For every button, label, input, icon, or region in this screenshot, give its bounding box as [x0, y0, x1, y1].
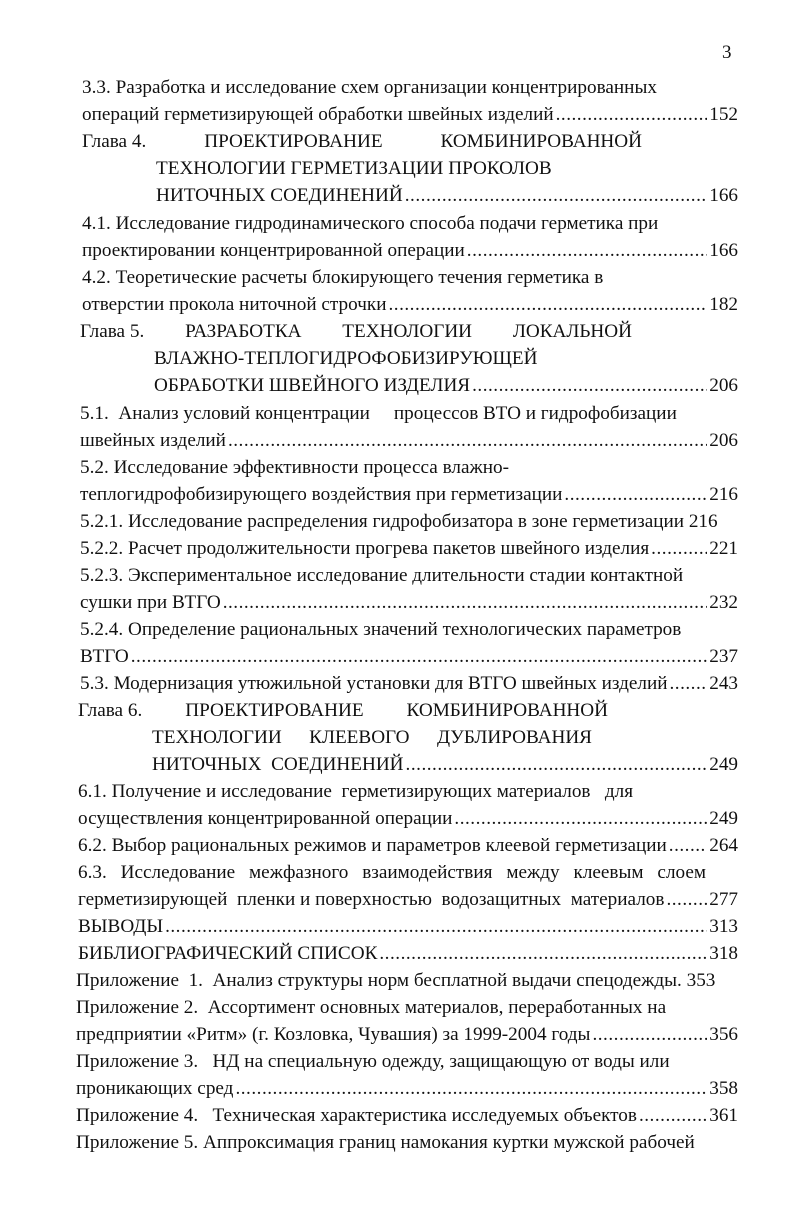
toc-page-number: 249	[709, 754, 738, 775]
dot-leader	[454, 805, 707, 832]
chapter-title-word: ПРОЕКТИРОВАНИЕ	[185, 700, 364, 721]
chapter-4-heading-line2: ТЕХНОЛОГИИ ГЕРМЕТИЗАЦИИ ПРОКОЛОВ	[156, 158, 552, 179]
toc-entry-4-1-line2	[82, 237, 738, 264]
toc-entry-5-2-3-line1: 5.2.3. Экспериментальное исследование длительности стадии контактной	[80, 565, 684, 586]
toc-entry-word: межфазного	[249, 862, 349, 883]
chapter-label: Глава 4.	[82, 131, 147, 152]
dot-leader	[592, 1021, 707, 1048]
chapter-title-word: ТЕХНОЛОГИИ	[342, 321, 473, 342]
dot-leader	[639, 1102, 707, 1129]
toc-entry-text: швейных изделий	[80, 430, 226, 451]
toc-entry-6-3-line1	[78, 859, 706, 886]
toc-page-number: 237	[709, 646, 738, 667]
chapter-6-heading-line1	[78, 697, 608, 724]
toc-page-number: 166	[709, 185, 738, 206]
toc-page-number: 361	[709, 1105, 738, 1126]
toc-page-number: 358	[709, 1078, 738, 1099]
toc-page-number: 249	[709, 808, 738, 829]
toc-entry-5-2-4-line2	[80, 643, 738, 670]
toc-page-number: 216	[709, 484, 738, 505]
toc-entry-text: ВТГО	[80, 646, 129, 667]
toc-entry-bibliography	[78, 940, 738, 967]
chapter-title-word: КОМБИНИРОВАННОЙ	[440, 131, 642, 152]
dot-leader	[467, 237, 707, 264]
dot-leader	[406, 751, 708, 778]
dot-leader	[235, 1075, 707, 1102]
dot-leader	[131, 643, 707, 670]
toc-entry-text: ВЫВОДЫ	[78, 916, 164, 937]
toc-entry-text: предприятии «Ритм» (г. Козловка, Чувашия) за 1999-2004 годы	[76, 1024, 591, 1045]
toc-entry-5-1-line1: 5.1. Анализ условий концентрации процессов ВТО и гидрофобизации	[80, 403, 677, 424]
toc-entry-text: НИТОЧНЫХ СОЕДИНЕНИЙ	[156, 185, 403, 206]
toc-entry-word: клеевым	[573, 862, 644, 883]
toc-entry-3-3-line2	[82, 101, 738, 128]
toc-page-number: 318	[709, 943, 738, 964]
toc-entry-3-3-line1: 3.3. Разработка и исследование схем организации концентрированных	[82, 77, 657, 98]
toc-page-number: 313	[709, 916, 738, 937]
toc-entry-5-2-1: 5.2.1. Исследование распределения гидрофобизатора в зоне герметизации 216	[80, 511, 718, 532]
toc-entry-6-1-line1: 6.1. Получение и исследование герметизирующих материалов для	[78, 781, 634, 802]
dot-leader	[405, 182, 707, 209]
toc-entry-word: Исследование	[120, 862, 236, 883]
dot-leader	[669, 832, 707, 859]
toc-entry-word: взаимодействия	[362, 862, 493, 883]
dot-leader	[379, 940, 707, 967]
chapter-title-word: ЛОКАЛЬНОЙ	[512, 321, 632, 342]
dot-leader	[165, 913, 707, 940]
toc-entry-5-2-2	[80, 535, 738, 562]
toc-page-number: 152	[709, 104, 738, 125]
chapter-label: Глава 5.	[80, 321, 145, 342]
toc-entry-text: 5.2.2. Расчет продолжительности прогрева пакетов швейного изделия	[80, 538, 650, 559]
toc-entry-text: операций герметизирующей обработки швейных изделий	[82, 104, 554, 125]
chapter-5-heading-line2: ВЛАЖНО-ТЕПЛОГИДРОФОБИЗИРУЮЩЕЙ	[154, 348, 538, 369]
toc-entry-word: слоем	[657, 862, 706, 883]
toc-page-number: 356	[709, 1024, 738, 1045]
toc-page-number: 206	[709, 430, 738, 451]
toc-entry-word: между	[506, 862, 560, 883]
toc-entry-appendix-2-line1: Приложение 2. Ассортимент основных материалов, переработанных на	[76, 997, 667, 1018]
dot-leader	[223, 589, 708, 616]
toc-entry-text: теплогидрофобизирующего воздействия при герметизации	[80, 484, 563, 505]
chapter-4-heading-line1	[82, 128, 642, 155]
toc-page-number: 182	[709, 294, 738, 315]
toc-page-number: 232	[709, 592, 738, 613]
toc-entry-text: 5.3. Модернизация утюжильной установки для ВТГО швейных изделий	[80, 673, 668, 694]
toc-entry-5-1-line2	[80, 427, 738, 454]
dot-leader	[228, 427, 707, 454]
toc-entry-5-3	[80, 670, 738, 697]
chapter-title-word: КЛЕЕВОГО	[309, 727, 410, 748]
dot-leader	[388, 291, 707, 318]
toc-entry-5-2-4-line1: 5.2.4. Определение рациональных значений технологических параметров	[80, 619, 682, 640]
toc-page-number: 277	[709, 889, 738, 910]
toc-entry-conclusions	[78, 913, 738, 940]
toc-entry-6-3-line2	[78, 886, 738, 913]
toc-entry-5-2-line2	[80, 481, 738, 508]
chapter-title-word: ПРОЕКТИРОВАНИЕ	[204, 131, 383, 152]
chapter-6-heading-line2	[152, 724, 592, 751]
chapter-4-heading-line3	[156, 182, 738, 209]
toc-entry-appendix-5-line1: Приложение 5. Аппроксимация границ намокания куртки мужской рабочей	[76, 1132, 695, 1153]
toc-entry-appendix-3-line2	[76, 1075, 738, 1102]
toc-entry-text: БИБЛИОГРАФИЧЕСКИЙ СПИСОК	[78, 943, 378, 964]
dot-leader	[669, 670, 707, 697]
dot-leader	[472, 372, 707, 399]
toc-entry-4-2-line1: 4.2. Теоретические расчеты блокирующего течения герметика в	[82, 267, 604, 288]
toc-entry-text: ОБРАБОТКИ ШВЕЙНОГО ИЗДЕЛИЯ	[154, 375, 471, 396]
toc-entry-text: Приложение 4. Техническая характеристика исследуемых объектов	[76, 1105, 637, 1126]
chapter-5-heading-line1	[80, 318, 632, 345]
chapter-5-heading-line3	[154, 372, 738, 399]
toc-entry-appendix-1: Приложение 1. Анализ структуры норм бесплатной выдачи спецодежды. 353	[76, 970, 716, 991]
toc-page-number: 221	[709, 538, 738, 559]
page-number: 3	[722, 42, 732, 63]
toc-entry-6-2	[78, 832, 738, 859]
toc-entry-appendix-2-line2	[76, 1021, 738, 1048]
toc-entry-text: осуществления концентрированной операции	[78, 808, 453, 829]
toc-entry-text: отверстии прокола ниточной строчки	[82, 294, 387, 315]
toc-entry-appendix-4	[76, 1102, 738, 1129]
toc-entry-6-1-line2	[78, 805, 738, 832]
toc-entry-word: 6.3.	[78, 862, 107, 883]
chapter-title-word: ДУБЛИРОВАНИЯ	[436, 727, 592, 748]
chapter-title-word: ТЕХНОЛОГИИ	[152, 727, 282, 748]
toc-page-number: 206	[709, 375, 738, 396]
toc-entry-4-1-line1: 4.1. Исследование гидродинамического способа подачи герметика при	[82, 213, 659, 234]
chapter-title-word: РАЗРАБОТКА	[185, 321, 302, 342]
chapter-title-word: КОМБИНИРОВАННОЙ	[406, 700, 608, 721]
toc-entry-appendix-3-line1: Приложение 3. НД на специальную одежду, защищающую от воды или	[76, 1051, 670, 1072]
dot-leader	[651, 535, 707, 562]
chapter-label: Глава 6.	[78, 700, 143, 721]
chapter-6-heading-line3	[152, 751, 738, 778]
toc-entry-5-2-3-line2	[80, 589, 738, 616]
toc-entry-text: НИТОЧНЫХ СОЕДИНЕНИЙ	[152, 754, 404, 775]
toc-entry-text: сушки при ВТГО	[80, 592, 221, 613]
toc-page-number: 243	[709, 673, 738, 694]
toc-page-number: 166	[709, 240, 738, 261]
toc-entry-text: 6.2. Выбор рациональных режимов и параметров клеевой герметизации	[78, 835, 667, 856]
toc-entry-5-2-line1: 5.2. Исследование эффективности процесса влажно-	[80, 457, 510, 478]
toc-page-number: 264	[709, 835, 738, 856]
toc-entry-text: герметизирующей пленки и поверхностью водозащитных материалов	[78, 889, 665, 910]
dot-leader	[666, 886, 707, 913]
toc-entry-text: проектировании концентрированной операции	[82, 240, 465, 261]
dot-leader	[564, 481, 707, 508]
toc-entry-4-2-line2	[82, 291, 738, 318]
dot-leader	[556, 101, 708, 128]
toc-entry-text: проникающих сред	[76, 1078, 234, 1099]
